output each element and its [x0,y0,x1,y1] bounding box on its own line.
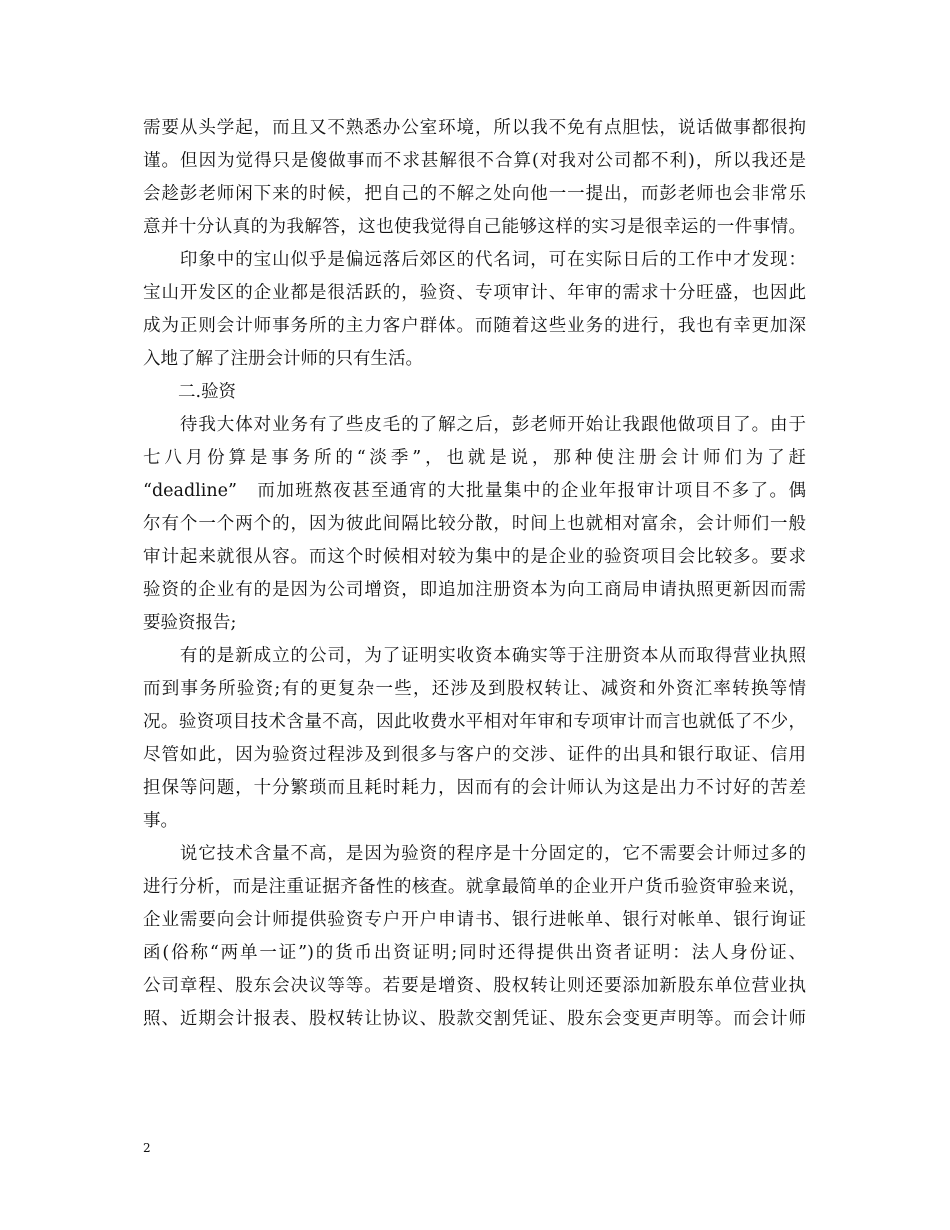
text-line: 尽管如此，因为验资过程涉及到很多与客户的交涉、证件的出具和银行取证、信用 [143,745,806,765]
text-line: 谨。但因为觉得只是傻做事而不求甚解很不合算(对我对公司都不利)，所以我还是 [143,151,806,171]
text-line: 事。 [143,811,178,831]
text-line: 入地了解了注册会计师的只有生活。 [143,349,423,369]
text-line: 意并十分认真的为我解答，这也使我觉得自己能够这样的实习是很幸运的一件事情。 [143,217,806,237]
section-heading [143,376,806,409]
text-line: 验资的企业有的是因为公司增资，即追加注册资本为向工商局申请执照更新因而需 [143,580,806,600]
text-line: 印象中的宝山似乎是偏远落后郊区的代名词，可在实际日后的工作中才发现： [143,250,806,270]
paragraph-2 [143,244,806,376]
page-number: 2 [143,1141,151,1155]
text-line: 况。验资项目技术含量不高，因此收费水平相对年审和专项审计而言也就低了不少， [143,712,806,732]
paragraph-4 [143,640,806,838]
body-text [143,112,806,1036]
text-line: 有的是新成立的公司，为了证明实收资本确实等于注册资本从而取得营业执照 [143,646,806,666]
text-line: 函(俗称“两单一证”)的货币出资证明;同时还得提供出资者证明：法人身份证、 [143,943,806,963]
text-line: 要验资报告; [143,613,237,633]
text-line: 会趁彭老师闲下来的时候，把自己的不解之处向他一一提出，而彭老师也会非常乐 [143,184,806,204]
text-line: 说它技术含量不高，是因为验资的程序是十分固定的，它不需要会计师过多的 [143,844,806,864]
text-line: 照、近期会计报表、股权转让协议、股款交割凭证、股东会变更声明等。而会计师 [143,1009,806,1029]
text-line: 进行分析，而是注重证据齐备性的核查。就拿最简单的企业开户货币验资审验来说， [143,877,806,897]
text-line: 成为正则会计师事务所的主力客户群体。而随着这些业务的进行，我也有幸更加深 [143,316,806,336]
text-line: 待我大体对业务有了些皮毛的了解之后，彭老师开始让我跟他做项目了。由于 [143,415,806,435]
paragraph-5 [143,838,806,1036]
section-heading-text: 二.验资 [143,382,237,402]
text-line: 而到事务所验资;有的更复杂一些，还涉及到股权转让、减资和外资汇率转换等情 [143,679,806,699]
text-line: 七八月份算是事务所的“淡季”，也就是说，那种使注册会计师们为了赶 [143,448,806,468]
text-line: 需要从头学起，而且又不熟悉办公室环境，所以我不免有点胆怯，说话做事都很拘 [143,118,806,138]
paragraph-1 [143,112,806,244]
text-line: 宝山开发区的企业都是很活跃的，验资、专项审计、年审的需求十分旺盛，也因此 [143,283,806,303]
text-line: 企业需要向会计师提供验资专户开户申请书、银行进帐单、银行对帐单、银行询证 [143,910,806,930]
text-line: 公司章程、股东会决议等等。若要是增资、股权转让则还要添加新股东单位营业执 [143,976,806,996]
paragraph-3 [143,409,806,640]
text-line: 尔有个一个两个的，因为彼此间隔比较分散，时间上也就相对富余，会计师们一般 [143,514,806,534]
text-line: “deadline” 而加班熬夜甚至通宵的大批量集中的企业年报审计项目不多了。偶 [143,481,806,501]
text-line: 审计起来就很从容。而这个时候相对较为集中的是企业的验资项目会比较多。要求 [143,547,806,567]
text-line: 担保等问题，十分繁琐而且耗时耗力，因而有的会计师认为这是出力不讨好的苦差 [143,778,806,798]
